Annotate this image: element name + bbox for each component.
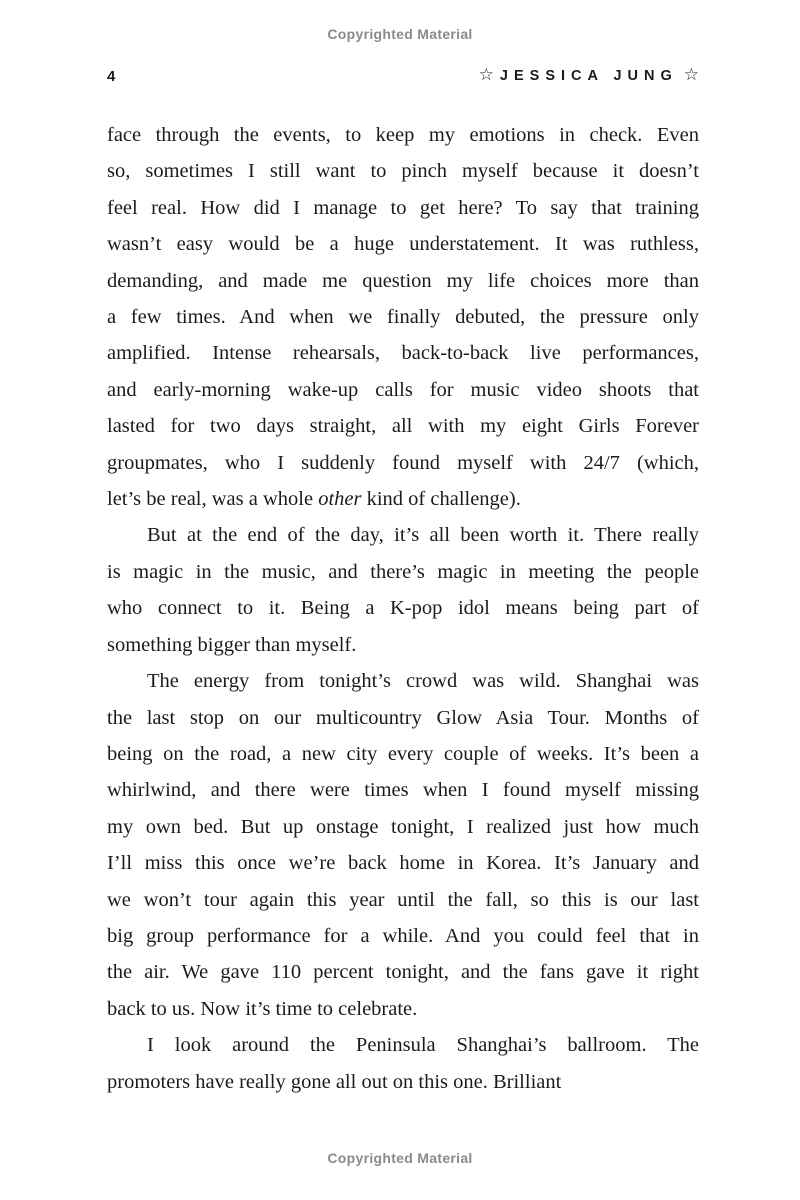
text-line: something bigger than myself. (107, 633, 357, 656)
text-line: my own bed. But up onstage tonight, I realized just how much (107, 815, 699, 838)
page-body (107, 117, 699, 1100)
text-line: a few times. And when we finally debuted, the pressure only (107, 306, 699, 329)
text-line: being on the road, a new city every couple of weeks. It’s been a (107, 742, 699, 765)
text-line: the last stop on our multicountry Glow Asia Tour. Months of (107, 706, 699, 729)
text-line: the air. We gave 110 percent tonight, and the fans gave it right (107, 961, 699, 984)
paragraph (107, 117, 699, 517)
text-line: wasn’t easy would be a huge understatement. It was ruthless, (107, 233, 699, 256)
text-line: so, sometimes I still want to pinch myself because it doesn’t (107, 160, 699, 183)
paragraph (107, 517, 699, 663)
text-line: promoters have really gone all out on this one. Brilliant (107, 1070, 562, 1093)
star-icon: ☆ (478, 65, 494, 84)
running-header (107, 66, 699, 86)
star-icon: ☆ (683, 65, 699, 84)
copyright-notice-top: Copyrighted Material (327, 26, 473, 42)
text-line: groupmates, who I suddenly found myself with 24/7 (which, (107, 451, 699, 474)
running-header-author (479, 66, 699, 86)
copyright-notice-bottom: Copyrighted Material (327, 1150, 473, 1166)
text-line: The energy from tonight’s crowd was wild. Shanghai was (147, 670, 699, 693)
paragraph (107, 1027, 699, 1100)
text-line: demanding, and made me question my life choices more than (107, 269, 699, 292)
running-header-author-name: JESSICA JUNG (499, 68, 678, 84)
page-number: 4 (107, 68, 116, 85)
text-line: let’s be real, was a whole other kind of challenge). (107, 488, 521, 511)
text-line: and early-morning wake-up calls for music video shoots that (107, 378, 699, 401)
text-line: big group performance for a while. And you could feel that in (107, 924, 699, 947)
text-line: is magic in the music, and there’s magic in meeting the people (107, 560, 699, 583)
text-line: amplified. Intense rehearsals, back-to-back live performances, (107, 342, 699, 365)
text-line: I’ll miss this once we’re back home in Korea. It’s January and (107, 852, 699, 875)
text-line: whirlwind, and there were times when I found myself missing (107, 779, 699, 802)
text-line: lasted for two days straight, all with my eight Girls Forever (107, 415, 699, 438)
text-line: who connect to it. Being a K-pop idol means being part of (107, 597, 699, 620)
text-line: back to us. Now it’s time to celebrate. (107, 997, 418, 1020)
text-line: we won’t tour again this year until the fall, so this is our last (107, 888, 699, 911)
paragraph (107, 663, 699, 1027)
text-line: But at the end of the day, it’s all been worth it. There really (147, 524, 699, 547)
text-line: face through the events, to keep my emotions in check. Even (107, 124, 699, 146)
text-line: I look around the Peninsula Shanghai’s ballroom. The (147, 1034, 699, 1057)
text-line: feel real. How did I manage to get here? To say that training (107, 196, 699, 219)
